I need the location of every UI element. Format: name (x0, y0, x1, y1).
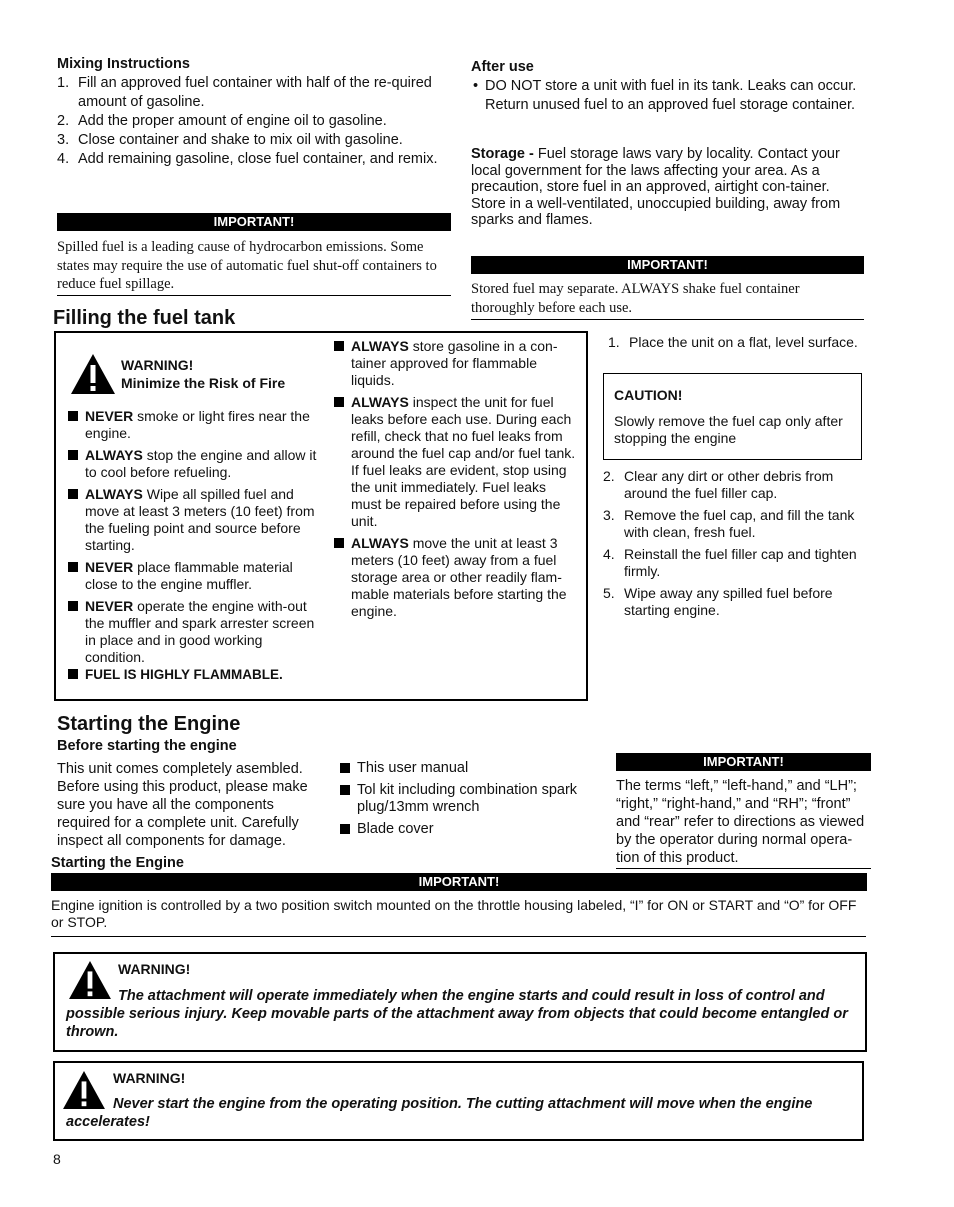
warning-label: WARNING! (121, 357, 194, 373)
list-item: 3. Close container and shake to mix oil with gasoline. (57, 132, 403, 148)
warning-label: WARNING! (118, 961, 191, 977)
storage-label: Storage - (471, 146, 538, 162)
before-starting-text: This unit comes completely asembled. Before using this product, please make sure you have all the components required for a complete unit. Carefully inspect all components for damage. (57, 761, 308, 849)
list-item: ALWAYS inspect the unit for fuel leaks before each use. During each refill, check that no fuel leaks from around the fuel cap and/or fuel tank. If fuel leaks are evident, stop using the unit immediately. Fuel leaks must be repaired before using the unit. (334, 394, 580, 530)
subsection-heading: Starting the Engine (51, 855, 184, 871)
caution-box (603, 373, 862, 460)
list-item: 2. Clear any dirt or other debris from around the fuel filler cap. (603, 468, 834, 501)
list-item: 3. Remove the fuel cap, and fill the tank with clean, fresh fuel. (603, 507, 855, 540)
page-number: 8 (53, 1151, 61, 1167)
fire-safety-list-right (334, 338, 580, 620)
storage-paragraph (471, 146, 863, 229)
list-item: 2. Add the proper amount of engine oil to gasoline. (57, 113, 387, 129)
warning-subtitle: Minimize the Risk of Fire (121, 375, 286, 391)
important-banner: IMPORTANT! (51, 873, 867, 891)
after-use-section (471, 58, 863, 115)
important-banner: IMPORTANT! (471, 256, 864, 274)
warning-text: Never start the engine from the operating position. The cutting attachment will move when the engine accelerates! (66, 1096, 813, 1130)
list-item: 1. Fill an approved fuel container with half of the re-quired amount of gasoline. (57, 75, 432, 110)
list-item: This user manual (340, 760, 595, 778)
list-item: 4. Add remaining gasoline, close fuel container, and remix. (57, 151, 438, 167)
components-list (340, 760, 595, 838)
list-item: 5. Wipe away any spilled fuel before starting engine. (603, 585, 833, 618)
section-title: Filling the fuel tank (53, 307, 236, 329)
important-text: Engine ignition is controlled by a two position switch mounted on the throttle housing labeled, “I” for ON or START and “O” for OFF or STOP. (51, 897, 857, 930)
mixing-steps (57, 74, 442, 169)
caution-text: Slowly remove the fuel cap only after stopping the engine (614, 413, 843, 446)
important-text: The terms “left,” “left-hand,” and “LH”; “right,” “right-hand,” and “RH”; “front” and “rear” refer to directions as viewed by the operator during normal opera-tion of this product. (616, 778, 865, 866)
list-item: Tol kit including combination spark plug/13mm wrench (340, 782, 595, 817)
divider (57, 295, 451, 296)
list-item: 4. Reinstall the fuel filler cap and tighten firmly. (603, 546, 857, 579)
warning-text: The attachment will operate immediately when the engine starts and could result in loss of control and possible serious injury. Keep movable parts of the attachment away from objects that could become entangled or thrown. (66, 988, 848, 1040)
list-item: NEVER operate the engine with-out the muffler and spark arrester screen in place and in good working condition. (68, 598, 318, 666)
bullet-dot: • (473, 78, 479, 94)
warning-triangle-icon (70, 353, 116, 395)
filling-step-1 (608, 334, 858, 351)
fire-safety-list-left (68, 408, 318, 683)
divider (51, 936, 866, 937)
storage-text: Fuel storage laws vary by locality. Contact your local government for the laws affecting your area. As a precaution, store fuel in an approved, airtight con-tainer. Store in a well-ventilated, unoccupied building, away from sparks and flames. (471, 146, 841, 228)
divider (471, 319, 864, 320)
subsection-heading: Before starting the engine (57, 738, 237, 754)
list-item: ALWAYS Wipe all spilled fuel and move at least 3 meters (10 feet) from the fueling point and source before starting. (68, 486, 318, 554)
divider (616, 868, 871, 869)
list-item: ALWAYS stop the engine and allow it to cool before refueling. (68, 447, 318, 481)
important-text: Spilled fuel is a leading cause of hydrocarbon emissions. Some states may require the use of automatic fuel shut-off containers to reduce fuel spillage. (57, 239, 437, 292)
after-use-bullet: • DO NOT store a unit with fuel in its tank. Leaks can occur. Return unused fuel to an approved fuel storage container. (473, 78, 857, 113)
filling-steps (603, 468, 861, 619)
list-item: ALWAYS store gasoline in a con-tainer approved for flammable liquids. (334, 338, 580, 389)
important-text: Stored fuel may separate. ALWAYS shake fuel container thoroughly before each use. (471, 281, 800, 316)
list-item: FUEL IS HIGHLY FLAMMABLE. (68, 666, 318, 683)
mixing-section (57, 55, 442, 169)
section-title: Starting the Engine (57, 713, 241, 735)
list-item: NEVER smoke or light fires near the engine. (68, 408, 318, 442)
list-item: ALWAYS move the unit at least 3 meters (10 feet) away from a fuel storage area or other readily flam-mable materials before starting the engine. (334, 535, 580, 620)
mixing-heading: Mixing Instructions (57, 56, 190, 72)
important-banner: IMPORTANT! (57, 213, 451, 231)
list-item: Blade cover (340, 821, 595, 839)
after-use-heading: After use (471, 59, 534, 75)
caution-label: CAUTION! (614, 387, 683, 403)
warning-label: WARNING! (113, 1070, 186, 1086)
list-item: NEVER place flammable material close to the engine muffler. (68, 559, 318, 593)
important-banner: IMPORTANT! (616, 753, 871, 771)
list-item: 1. Place the unit on a flat, level surface. (608, 334, 858, 350)
